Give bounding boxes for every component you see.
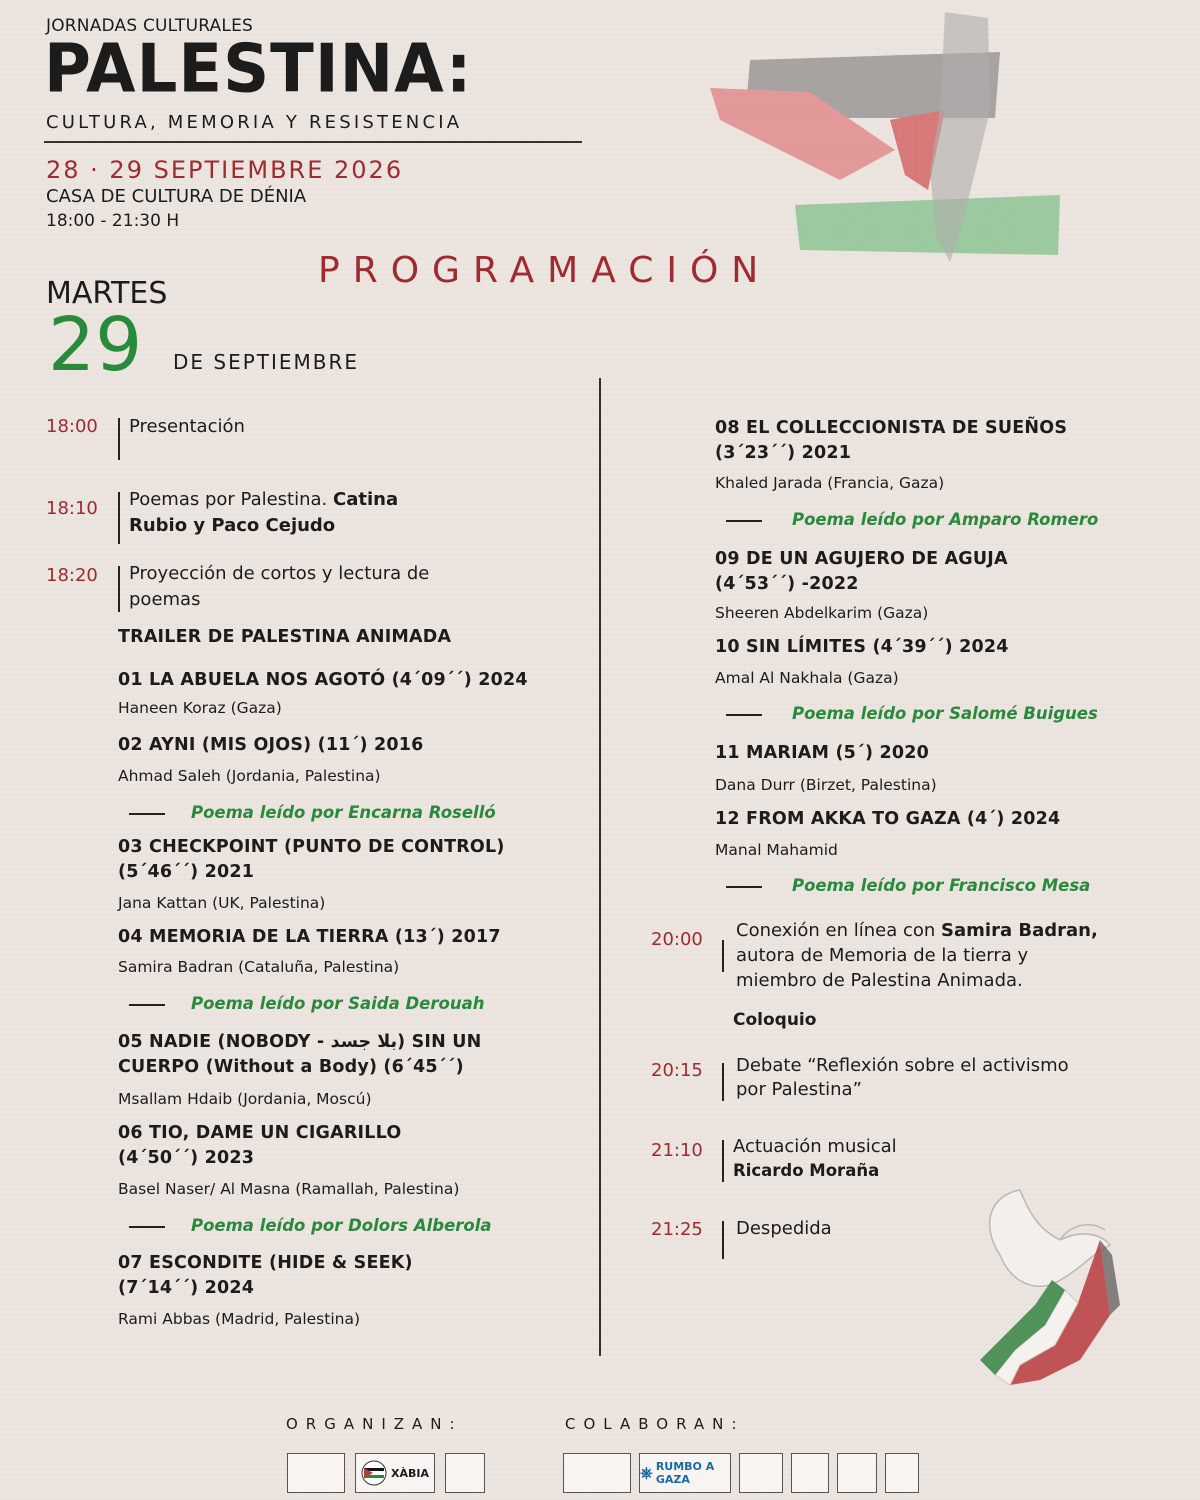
film-title-line: 05 NADIE (NOBODY - بلا جسد) SIN UN: [118, 1032, 482, 1052]
film-title: [118, 1030, 482, 1080]
event-venue: CASA DE CULTURA DE DÉNIA: [46, 186, 307, 207]
film-credit: Khaled Jarada (Francia, Gaza): [715, 474, 945, 492]
slot-text: [736, 918, 1098, 993]
film-credit: Basel Naser/ Al Masna (Ramallah, Palestina): [118, 1180, 460, 1198]
slot-bar: [118, 492, 120, 544]
palestine-flag-icon: [361, 1460, 387, 1486]
poem-dash: [726, 520, 762, 522]
slot-text-line: Conexión en línea con: [736, 920, 942, 941]
event-hours: 18:00 - 21:30 H: [46, 211, 180, 231]
organizers-label: ORGANIZAN:: [286, 1415, 463, 1433]
poem-dash: [129, 813, 165, 815]
event-eyebrow: JORNADAS CULTURALES: [46, 16, 253, 36]
film-title-line: 06 TIO, DAME UN CIGARILLO: [118, 1123, 402, 1143]
slot-text: [129, 561, 429, 613]
slot-bar: [722, 1140, 724, 1182]
section-title: PROGRAMACIÓN: [318, 250, 772, 291]
slot-text: Despedida: [736, 1218, 832, 1239]
film-title-line: (7´14´´) 2024: [118, 1278, 255, 1298]
poem-reading: Poema leído por Salomé Buigues: [792, 704, 1098, 723]
slot-text: [736, 1054, 1069, 1102]
slot-bar: [722, 1221, 724, 1259]
event-dates: 28 · 29 SEPTIEMBRE 2026: [46, 156, 404, 184]
slot-text: Presentación: [129, 416, 245, 437]
film-title: 12 FROM AKKA TO GAZA (4´) 2024: [715, 809, 1061, 829]
film-credit: Haneen Koraz (Gaza): [118, 699, 282, 717]
poem-dash: [129, 1226, 165, 1228]
film-credit: Jana Kattan (UK, Palestina): [118, 894, 326, 912]
slot-text-line: autora de Memoria de la tierra y: [736, 945, 1029, 966]
slot-text: [129, 487, 398, 539]
film-credit: Rami Abbas (Madrid, Palestina): [118, 1310, 360, 1328]
slot-bar: [118, 566, 120, 612]
film-title-line: (3´23´´) 2021: [715, 443, 852, 463]
day-number: 29: [48, 302, 143, 388]
film-title: 01 LA ABUELA NOS AGOTÓ (4´09´´) 2024: [118, 670, 528, 690]
slot-bar: [118, 418, 120, 460]
slot-time: 21:10: [651, 1140, 703, 1161]
collaborator-logo: [837, 1453, 877, 1493]
column-divider: [599, 378, 601, 1356]
collaborators-label: COLABORAN:: [565, 1415, 745, 1433]
organizer-logo: [287, 1453, 345, 1493]
film-title: 04 MEMORIA DE LA TIERRA (13´) 2017: [118, 927, 501, 947]
collaborator-logo: [791, 1453, 829, 1493]
slot-text-line: Proyección de cortos y lectura de: [129, 563, 430, 584]
collaborator-logo: [885, 1453, 919, 1493]
poem-reading: Poema leído por Saida Derouah: [191, 994, 485, 1013]
film-credit: Manal Mahamid: [715, 841, 838, 859]
film-credit: Msallam Hdaib (Jordania, Moscú): [118, 1090, 372, 1108]
film-title-line: (4´50´´) 2023: [118, 1148, 255, 1168]
collaborator-logo: [563, 1453, 631, 1493]
film-title-line: 03 CHECKPOINT (PUNTO DE CONTROL): [118, 837, 505, 857]
slot-text: [733, 1135, 897, 1183]
slot-time: 21:25: [651, 1219, 703, 1240]
film-title-line: 09 DE UN AGUJERO DE AGUJA: [715, 549, 1008, 569]
slot-text-line: por Palestina”: [736, 1079, 862, 1100]
film-credit: Ahmad Saleh (Jordania, Palestina): [118, 767, 381, 785]
film-title: 10 SIN LÍMITES (4´39´´) 2024: [715, 637, 1009, 657]
organizer-logo-text: XÀBIA: [391, 1466, 429, 1480]
poem-reading: Poema leído por Amparo Romero: [792, 510, 1099, 529]
speaker-name: Rubio y Paco Cejudo: [129, 515, 336, 536]
trailer-title: TRAILER DE PALESTINA ANIMADA: [118, 627, 452, 647]
film-credit: Samira Badran (Cataluña, Palestina): [118, 958, 400, 976]
title-rule: [44, 141, 582, 143]
film-title: 02 AYNI (MIS OJOS) (11´) 2016: [118, 735, 424, 755]
organizer-logo: [445, 1453, 485, 1493]
slot-bar: [722, 940, 724, 972]
film-title-line: 08 EL COLLECCIONISTA DE SUEÑOS: [715, 418, 1068, 438]
poem-dash: [726, 714, 762, 716]
film-title-line: CUERPO (Without a Body) (6´45´´): [118, 1057, 464, 1077]
slot-time: 18:00: [46, 416, 98, 437]
poem-reading: Poema leído por Dolors Alberola: [191, 1216, 492, 1235]
collaborator-logo-text: RUMBO A GAZA: [655, 1460, 715, 1486]
coloquio-label: Coloquio: [733, 1010, 817, 1030]
poem-reading: Poema leído por Francisco Mesa: [792, 876, 1091, 895]
film-title: [118, 1251, 413, 1301]
ship-wheel-icon: ⎈: [640, 1463, 653, 1482]
slot-time: 20:00: [651, 929, 703, 950]
poem-reading: Poema leído por Encarna Roselló: [191, 803, 496, 822]
poem-dash: [129, 1004, 165, 1006]
collaborator-logo: [639, 1453, 731, 1493]
film-title: [715, 547, 1008, 597]
organizer-logo: [355, 1453, 435, 1493]
speaker-name: Catina: [333, 489, 399, 510]
slot-time: 18:10: [46, 498, 98, 519]
film-credit: Amal Al Nakhala (Gaza): [715, 669, 899, 687]
film-title: [118, 1121, 401, 1171]
slot-text-line: Poemas por Palestina.: [129, 489, 333, 510]
dove-flag-illustration: [960, 1185, 1130, 1395]
film-title-line: (5´46´´) 2021: [118, 862, 255, 882]
film-title: [118, 835, 505, 885]
film-title: 11 MARIAM (5´) 2020: [715, 743, 929, 763]
speaker-name: Samira Badran,: [941, 920, 1098, 941]
film-title-line: (4´53´´) -2022: [715, 574, 859, 594]
film-credit: Sheeren Abdelkarim (Gaza): [715, 604, 929, 622]
film-title-line: 07 ESCONDITE (HIDE & SEEK): [118, 1253, 413, 1273]
slot-text-line: miembro de Palestina Animada.: [736, 970, 1023, 991]
slot-time: 18:20: [46, 565, 98, 586]
day-month: DE SEPTIEMBRE: [173, 350, 360, 374]
day-weekday: MARTES: [46, 276, 168, 311]
film-credit: Dana Durr (Birzet, Palestina): [715, 776, 937, 794]
film-title: [715, 416, 1067, 466]
event-subtitle: CULTURA, MEMORIA Y RESISTENCIA: [46, 112, 463, 133]
poem-dash: [726, 886, 762, 888]
event-title: PALESTINA:: [44, 30, 473, 109]
collaborator-logo: [739, 1453, 783, 1493]
slot-text-line: Debate “Reflexión sobre el activismo: [736, 1055, 1069, 1076]
slot-time: 20:15: [651, 1060, 703, 1081]
speaker-name: Ricardo Moraña: [733, 1161, 880, 1180]
slot-bar: [722, 1063, 724, 1101]
slot-text-line: poemas: [129, 589, 201, 610]
slot-text-line: Actuación musical: [733, 1136, 897, 1157]
